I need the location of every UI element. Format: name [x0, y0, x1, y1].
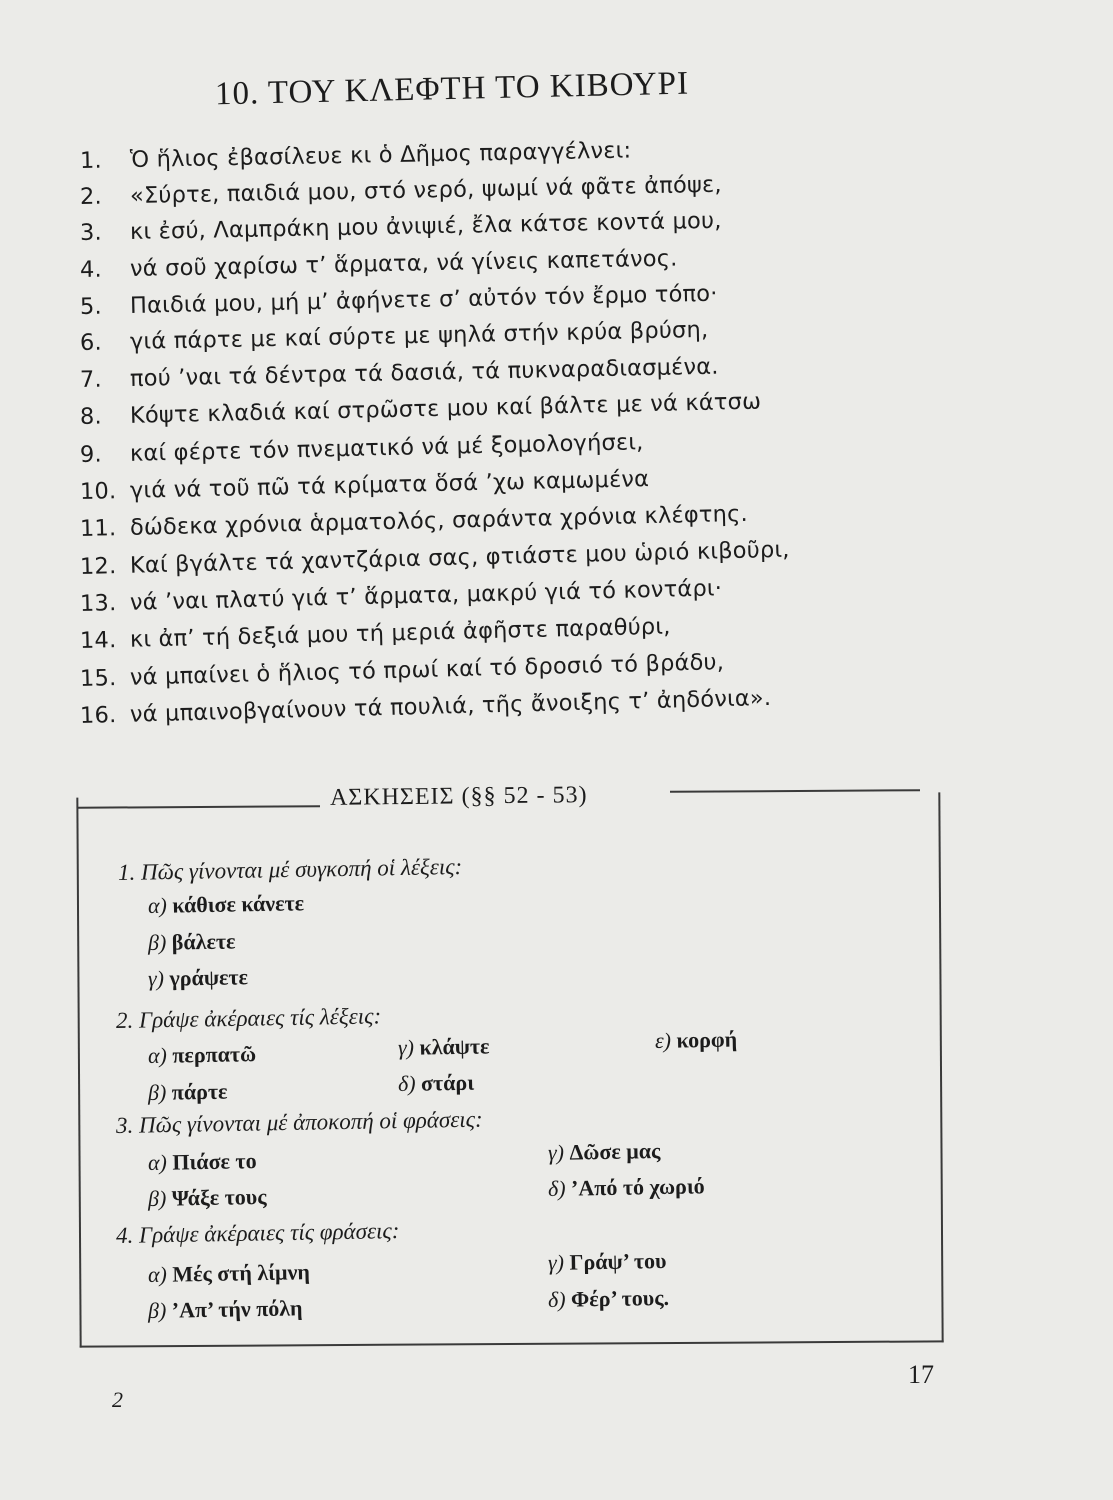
line-number: 11. [79, 515, 117, 542]
line-number: 8. [79, 403, 103, 430]
q4-option-b: β) ’Απ’ τήν πόλη [147, 1295, 303, 1323]
line-number: 6. [79, 329, 103, 356]
line-number: 15. [79, 665, 117, 692]
line-number: 5. [79, 293, 103, 320]
line-text: πού ’ναι τά δέντρα τά δασιά, τά πυκναραδιασμένα. [129, 353, 719, 392]
poem-line [80, 208, 722, 246]
q2-option-c: γ) κλάψτε [397, 1033, 490, 1060]
q4-option-a: α) Μές στή λίμνη [147, 1259, 311, 1287]
q1-option-b: β) βάλετε [147, 928, 236, 955]
q4-option-c: γ) Γράψ’ του [547, 1247, 667, 1275]
line-text: κι ἀπ’ τή δεξιά μου τή μεριά ἀφῆστε παραθύρι, [129, 613, 671, 653]
question-3: 3. Πῶς γίνονται μέ ἀποκοπή οἱ φράσεις: [115, 1106, 483, 1138]
line-number: 16. [79, 702, 117, 729]
line-text: Παιδιά μου, μή μ’ ἀφήνετε σ’ αὐτόν τόν ἔρμο τόπο· [129, 280, 718, 319]
line-text: «Σύρτε, παιδιά μου, στό νερό, ψωμί νά φᾶτε ἀπόψε, [129, 171, 722, 210]
line-number: 3. [79, 219, 103, 246]
line-number: 7. [79, 366, 103, 393]
line-number: 2. [79, 183, 103, 210]
line-number: 12. [79, 553, 117, 580]
q4-option-d: δ) Φέρ’ τους. [547, 1284, 670, 1312]
poem-line [80, 466, 650, 505]
q2-option-e: ε) κορφή [654, 1026, 738, 1053]
poem-line [80, 429, 644, 468]
q3-option-c: γ) Δῶσε μας [547, 1138, 661, 1165]
poem-line [80, 685, 772, 729]
poem-line [80, 537, 790, 580]
q3-option-a: α) Πιάσε το [147, 1148, 257, 1175]
line-number: 10. [79, 478, 117, 505]
line-text: Ὁ ἥλιος ἐβασίλευε κι ὁ Δῆμος παραγγέλνει: [129, 137, 632, 174]
line-text: νά ’ναι πλατύ γιά τ’ ἅρματα, μακρύ γιά τό κοντάρι· [129, 575, 723, 616]
signature-mark: 2 [112, 1387, 123, 1412]
poem-line [80, 614, 671, 654]
page-title: 10. ΤΟΥ ΚΛΕΦΤΗ ΤΟ ΚΙΒΟΥΡΙ [214, 65, 690, 113]
line-text: νά μπαινοβγαίνουν τά πουλιά, τῆς ἄνοιξης τ’ ἀηδόνια». [129, 684, 772, 728]
line-text: γιά νά τοῦ πῶ τά κρίματα ὅσά ’χω καμωμένα [129, 466, 650, 504]
line-number: 4. [79, 256, 103, 283]
q3-option-d: δ) ’Από τό χωριό [547, 1173, 705, 1201]
line-text: γιά πάρτε με καί σύρτε με ψηλά στήν κρύα βρύση, [129, 316, 709, 355]
q2-option-b: β) πάρτε [147, 1078, 228, 1105]
poem-line [80, 649, 725, 692]
line-text: καί φέρτε τόν πνεματικό νά μέ ξομολογήσει, [129, 429, 644, 467]
poem-line [80, 575, 723, 617]
poem-line [80, 246, 678, 283]
poem-line [80, 137, 632, 174]
line-text: Καί βγάλτε τά χαντζάρια σας, φτιάστε μου ὡριό κιβοῦρι, [129, 536, 790, 579]
line-text: νά σοῦ χαρίσω τ’ ἅρματα, νά γίνεις καπετάνος. [129, 245, 678, 283]
line-text: κι ἐσύ, Λαμπράκη μου ἀνιψιέ, ἔλα κάτσε κοντά μου, [129, 207, 722, 246]
page-number: 17 [908, 1360, 934, 1389]
line-text: Κόψτε κλαδιά καί στρῶστε μου καί βάλτε με νά κάτσω [129, 388, 762, 429]
q1-option-c: γ) γράψετε [147, 964, 249, 991]
q2-option-a: α) περπατῶ [147, 1041, 257, 1068]
line-number: 9. [79, 441, 103, 468]
poem-line [80, 172, 722, 210]
line-number: 1. [79, 147, 103, 174]
line-number: 14. [79, 627, 117, 654]
exercises-heading: ΑΣΚΗΣΕΙΣ (§§ 52 - 53) [329, 782, 588, 811]
poem-line [80, 389, 762, 430]
poem-line [80, 281, 718, 320]
poem-line [80, 354, 719, 393]
question-4: 4. Γράψε ἀκέραιες τίς φράσεις: [115, 1218, 400, 1248]
q1-option-a: α) κάθισε κάνετε [147, 890, 305, 918]
q3-option-b: β) Ψάξε τους [147, 1183, 267, 1211]
question-1: 1. Πῶς γίνονται μέ συγκοπή οἱ λέξεις: [117, 853, 463, 885]
line-text: δώδεκα χρόνια ἁρματολός, σαράντα χρόνια κλέφτης. [129, 500, 749, 541]
poem-line [80, 317, 709, 356]
q2-option-d: δ) στάρι [397, 1069, 475, 1096]
question-2: 2. Γράψε ἀκέραιες τίς λέξεις: [115, 1003, 382, 1033]
line-number: 13. [79, 590, 117, 617]
poem-line [80, 501, 748, 542]
line-text: νά μπαίνει ὁ ἥλιος τό πρωί καί τό δροσιό τό βράδυ, [129, 649, 725, 691]
